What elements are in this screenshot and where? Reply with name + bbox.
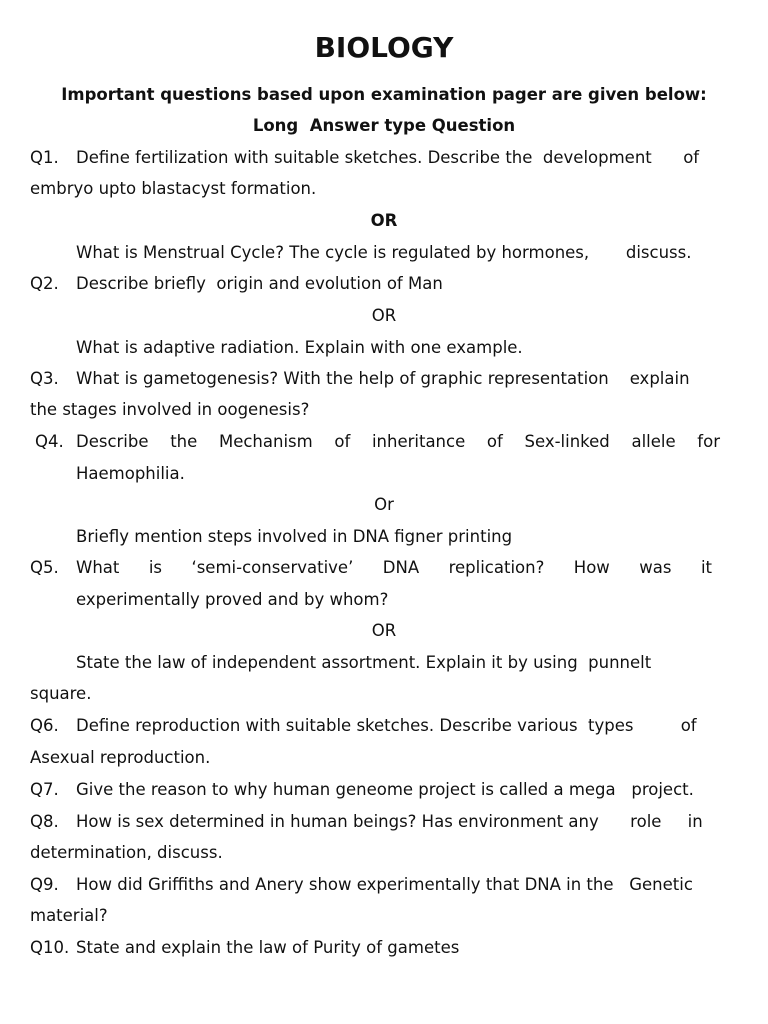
page-title: BIOLOGY [314,31,454,64]
q4-text-line1: Describe the Mechanism of inheritance of Sex-linked allele for [76,432,720,451]
q3-text-line2: the stages involved in oogenesis? [30,400,310,419]
q8-number: Q8. [30,812,59,831]
q3-number: Q3. [30,369,59,388]
q7-number: Q7. [30,780,59,799]
q10-text-line1: State and explain the law of Purity of gametes [76,938,460,957]
q6-number: Q6. [30,716,59,735]
section-heading: Long Answer type Question [252,116,516,135]
intro-heading: Important questions based upon examination pager are given below: [61,85,707,104]
q5-text-line1: What is ‘semi-conservative’ DNA replication? How was it [76,558,712,577]
q1-number: Q1. [30,148,59,167]
q1-text-line2: embryo upto blastacyst formation. [30,179,317,198]
q9-text-line1: How did Griffiths and Anery show experimentally that DNA in the Genetic [76,875,693,894]
q4-alternative: Briefly mention steps involved in DNA figner printing [76,527,513,546]
q10-number: Q10. [30,938,70,957]
q6-text-line1: Define reproduction with suitable sketches. Describe various types of [76,716,697,735]
q8-text-line1: How is sex determined in human beings? Has environment any role in [76,812,703,831]
q9-number: Q9. [30,875,59,894]
q2-alternative: What is adaptive radiation. Explain with one example. [76,338,523,357]
q8-text-line2: determination, discuss. [30,843,223,862]
q5-or: OR [371,621,397,640]
q3-text-line1: What is gametogenesis? With the help of graphic representation explain [76,369,690,388]
q2-number: Q2. [30,274,59,293]
q5-alternative-line1: State the law of independent assortment. Explain it by using punnelt [76,653,652,672]
q5-number: Q5. [30,558,59,577]
q2-text-line1: Describe briefly origin and evolution of Man [76,274,443,293]
q7-text-line1: Give the reason to why human geneome project is called a mega project. [76,780,694,799]
q1-text-line1: Define fertilization with suitable sketches. Describe the development of [76,148,700,167]
q5-text-line2: experimentally proved and by whom? [76,590,389,609]
q4-number: Q4. [35,432,64,451]
q5-alternative-line2: square. [30,684,92,703]
q2-or: OR [371,306,397,325]
q1-alternative: What is Menstrual Cycle? The cycle is regulated by hormones, discuss. [76,243,692,262]
q4-text-line2: Haemophilia. [76,464,185,483]
q6-text-line2: Asexual reproduction. [30,748,211,767]
q4-or: Or [374,495,394,514]
q1-or: OR [370,211,398,230]
q9-text-line2: material? [30,906,108,925]
